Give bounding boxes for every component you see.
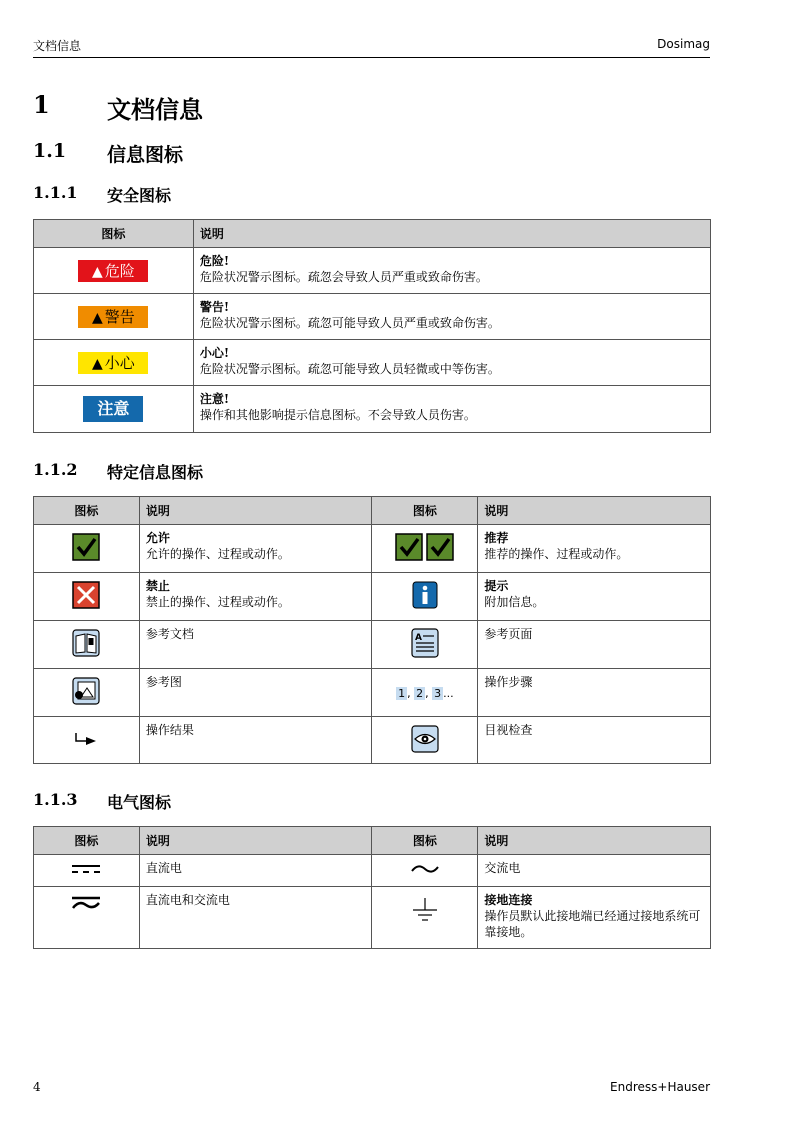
safety-symbols-table <box>33 219 711 433</box>
dc-and-ac-icon <box>71 895 101 911</box>
col-header-description: 说明 <box>478 827 711 855</box>
section-number: 1.1 <box>33 140 67 162</box>
subsection-heading-info <box>33 460 204 482</box>
col-header-icon: 图标 <box>372 827 478 855</box>
section-heading <box>33 140 184 166</box>
notice-signal-icon: 注意 <box>83 396 143 422</box>
svg-text:A: A <box>414 633 422 643</box>
danger-signal-icon: ▲ 危险 <box>78 260 148 282</box>
electrical-symbols-table: 图标 说明 图标 说明 直流电 交流电 直流电和交流电 接地连接 操作员默认此接地端已经通过接地系统可靠接地。 <box>33 826 711 949</box>
subsection-title: 安全图标 <box>107 186 172 205</box>
ground-connection-icon <box>410 897 440 923</box>
col-header-icon: 图标 <box>34 220 194 248</box>
reference-page-icon <box>411 628 439 658</box>
warning-signal-icon: ▲ 警告 <box>78 306 148 328</box>
subsection-title: 特定信息图标 <box>107 463 204 482</box>
header-divider <box>33 57 710 58</box>
result-arrow-icon <box>72 731 100 747</box>
steps-number-icon: 1 , 2 , 3 ... <box>398 686 454 700</box>
forbidden-x-icon <box>72 581 100 609</box>
subsection-number: 1.1.1 <box>33 183 78 202</box>
page-number: 4 <box>33 1080 41 1094</box>
table-row: 警告! 危险状况警示图标。疏忽可能导致人员严重或致命伤害。 <box>193 294 710 340</box>
table-row: 危险! 危险状况警示图标。疏忽会导致人员严重或致命伤害。 <box>193 248 710 294</box>
col-header-description: 说明 <box>139 827 372 855</box>
info-i-icon <box>412 581 438 609</box>
col-header-description: 说明 <box>193 220 710 248</box>
footer-brand: Endress+Hauser <box>610 1080 710 1094</box>
chapter-heading <box>33 90 203 124</box>
caution-signal-icon: ▲ 小心 <box>78 352 148 374</box>
visual-inspection-eye-icon <box>411 725 439 753</box>
direct-current-icon <box>71 862 101 876</box>
caution-signal-cell <box>34 340 194 386</box>
warning-signal-cell <box>34 294 194 340</box>
table-row: 小心! 危险状况警示图标。疏忽可能导致人员轻微或中等伤害。 <box>193 340 710 386</box>
permitted-check-icon <box>72 533 100 561</box>
subsection-number: 1.1.3 <box>33 790 78 809</box>
notice-signal-cell <box>34 386 194 433</box>
col-header-description: 说明 <box>139 497 372 525</box>
col-header-description: 说明 <box>478 497 711 525</box>
col-header-icon: 图标 <box>34 827 140 855</box>
chapter-number: 1 <box>33 90 50 119</box>
chapter-title: 文档信息 <box>107 95 203 124</box>
info-symbols-table: 图标 说明 图标 说明 允许 允许的操作、过程或动作。 推荐 推荐的操作、过程或动作。 禁止 禁止的操作、过程或动作。 提示 附加信息。 参考文档 A 参考页面 参考图 1 , 2 , 3 ... 操作步骤 操作结果 目视检查 <box>33 496 711 764</box>
table-row: 注意! 操作和其他影响提示信息图标。不会导致人员伤害。 <box>193 386 710 433</box>
preferred-double-check-icon <box>395 533 455 561</box>
header-product-name: Dosimag <box>657 37 710 51</box>
alternating-current-icon <box>410 862 440 876</box>
reference-document-icon <box>72 629 100 657</box>
col-header-icon: 图标 <box>34 497 140 525</box>
subsection-number: 1.1.2 <box>33 460 78 479</box>
section-title: 信息图标 <box>107 144 184 166</box>
subsection-title: 电气图标 <box>107 793 172 812</box>
col-header-icon: 图标 <box>372 497 478 525</box>
subsection-heading-safety <box>33 183 172 205</box>
header-section-title: 文档信息 <box>33 39 82 53</box>
reference-graphic-icon <box>72 677 100 705</box>
subsection-heading-electrical <box>33 790 172 812</box>
danger-signal-cell <box>34 248 194 294</box>
